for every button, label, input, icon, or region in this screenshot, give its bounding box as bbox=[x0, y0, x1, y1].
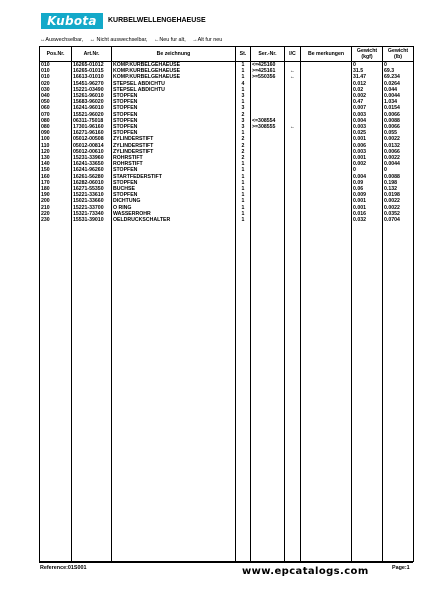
weight-lb-cell: 1.034 bbox=[383, 99, 414, 105]
weight-kgf-cell: 0.016 bbox=[352, 211, 383, 217]
legend bbox=[40, 37, 227, 43]
quantity-cell: 1 bbox=[236, 205, 251, 211]
pos-cell: 010 bbox=[40, 62, 72, 69]
weight-lb-cell: 0.055 bbox=[383, 130, 414, 136]
pos-cell: 010 bbox=[40, 74, 72, 80]
weight-kgf-cell: 0.06 bbox=[352, 186, 383, 192]
quantity-cell: 1 bbox=[236, 180, 251, 186]
ic-arrow-cell: ← bbox=[285, 74, 301, 80]
weight-kgf-cell: 0.007 bbox=[352, 105, 383, 111]
col-header-remarks: Be merkungen bbox=[301, 47, 352, 62]
weight-kgf-cell: 0.032 bbox=[352, 217, 383, 223]
description-cell: STOPFEN bbox=[112, 167, 236, 173]
pos-cell: 220 bbox=[40, 211, 72, 217]
weight-kgf-cell: 0.003 bbox=[352, 112, 383, 118]
ic-arrow-cell bbox=[285, 62, 301, 69]
weight-lb-cell: 69.3 bbox=[383, 68, 414, 74]
description-cell: STEPSEL ABDICHTU bbox=[112, 87, 236, 93]
weight-kgf-cell: 0.001 bbox=[352, 155, 383, 161]
description-cell: DICHTUNG bbox=[112, 198, 236, 204]
part-number-cell: 15451-96270 bbox=[72, 81, 112, 87]
footer-divider bbox=[39, 562, 413, 563]
description-cell: ZYLINDERSTIFT bbox=[112, 143, 236, 149]
weight-kgf-cell: 0.025 bbox=[352, 130, 383, 136]
pos-cell: 050 bbox=[40, 99, 72, 105]
quantity-cell: 2 bbox=[236, 112, 251, 118]
description-cell: STOPFEN bbox=[112, 112, 236, 118]
description-cell: STARTFEDERSTIFT bbox=[112, 174, 236, 180]
description-cell: KOMP.KURBELGEHAEUSE bbox=[112, 74, 236, 80]
quantity-cell: 2 bbox=[236, 136, 251, 142]
part-number-cell: 16241-96010 bbox=[72, 105, 112, 111]
pos-cell: 030 bbox=[40, 87, 72, 93]
table-row bbox=[40, 62, 414, 69]
description-cell: ZYLINDERSTIFT bbox=[112, 149, 236, 155]
part-number-cell: 15221-33700 bbox=[72, 205, 112, 211]
quantity-cell: 2 bbox=[236, 155, 251, 161]
weight-lb-cell: 0 bbox=[383, 167, 414, 173]
legend-old-for-new: →Alt fur neu bbox=[192, 37, 223, 43]
weight-kgf-cell: 0.002 bbox=[352, 93, 383, 99]
quantity-cell: 2 bbox=[236, 143, 251, 149]
ic-arrow-cell: ← bbox=[285, 68, 301, 74]
quantity-cell: 2 bbox=[236, 149, 251, 155]
weight-kgf-cell: 31.5 bbox=[352, 68, 383, 74]
part-number-cell: 06311-75018 bbox=[72, 118, 112, 124]
empty-cell bbox=[352, 223, 383, 562]
description-cell: WASSERROHR bbox=[112, 211, 236, 217]
weight-kgf-cell: 0.006 bbox=[352, 143, 383, 149]
quantity-cell: 1 bbox=[236, 68, 251, 74]
part-number-cell: 15021-33660 bbox=[72, 198, 112, 204]
weight-lb-cell: 0 bbox=[383, 62, 414, 69]
description-cell: ROHRSTIFT bbox=[112, 161, 236, 167]
weight-kgf-cell: 0.003 bbox=[352, 149, 383, 155]
weight-kgf-cell: 0.001 bbox=[352, 198, 383, 204]
weight-kgf-cell: 0.002 bbox=[352, 161, 383, 167]
description-cell: STOPFEN bbox=[112, 99, 236, 105]
weight-lb-cell: 0.044 bbox=[383, 87, 414, 93]
weight-lb-cell: 0.0704 bbox=[383, 217, 414, 223]
quantity-cell: 1 bbox=[236, 99, 251, 105]
empty-cell bbox=[285, 223, 301, 562]
serial-number-cell: >=425161 bbox=[251, 68, 285, 74]
quantity-cell: 1 bbox=[236, 186, 251, 192]
quantity-cell: 1 bbox=[236, 192, 251, 198]
weight-kgf-cell: 0 bbox=[352, 167, 383, 173]
parts-table-body bbox=[40, 62, 414, 562]
quantity-cell: 3 bbox=[236, 124, 251, 130]
part-number-cell: 17301-96160 bbox=[72, 124, 112, 130]
pos-cell: 040 bbox=[40, 93, 72, 99]
weight-kgf-cell: 0.001 bbox=[352, 205, 383, 211]
weight-lb-cell: 0.198 bbox=[383, 180, 414, 186]
col-header-serial: Ser.-Nr. bbox=[251, 47, 285, 62]
pos-cell: 120 bbox=[40, 149, 72, 155]
quantity-cell: 1 bbox=[236, 211, 251, 217]
quantity-cell: 3 bbox=[236, 105, 251, 111]
weight-kgf-cell: 0.009 bbox=[352, 192, 383, 198]
weight-lb-cell: 0.0066 bbox=[383, 112, 414, 118]
col-header-pos: Pos.Nr. bbox=[40, 47, 72, 62]
reference-label: Reference:01S001 bbox=[40, 565, 87, 571]
part-number-cell: 05012-00814 bbox=[72, 143, 112, 149]
part-number-cell: 16271-55350 bbox=[72, 186, 112, 192]
description-cell: STEPSEL ABDICHTU bbox=[112, 81, 236, 87]
part-number-cell: 16241-96260 bbox=[72, 167, 112, 173]
part-number-cell: 15231-33960 bbox=[72, 155, 112, 161]
quantity-cell: 1 bbox=[236, 198, 251, 204]
description-cell: OELDRUCKSCHALTER bbox=[112, 217, 236, 223]
pos-cell: 200 bbox=[40, 198, 72, 204]
part-number-cell: 15221-03490 bbox=[72, 87, 112, 93]
pos-cell: 020 bbox=[40, 81, 72, 87]
part-number-cell: 16271-96160 bbox=[72, 130, 112, 136]
parts-table bbox=[39, 46, 414, 562]
part-number-cell: 15531-39010 bbox=[72, 217, 112, 223]
pos-cell: 010 bbox=[40, 68, 72, 74]
weight-lb-cell: 0.0132 bbox=[383, 143, 414, 149]
part-number-cell: 15521-96020 bbox=[72, 112, 112, 118]
part-number-cell: 16265-01012 bbox=[72, 62, 112, 69]
weight-lb-cell: 0.0198 bbox=[383, 192, 414, 198]
weight-lb-cell: 0.0154 bbox=[383, 105, 414, 111]
quantity-cell: 1 bbox=[236, 161, 251, 167]
weight-lb-cell: 0.0066 bbox=[383, 149, 414, 155]
weight-lb-cell: 0.0022 bbox=[383, 136, 414, 142]
ic-arrow-cell: ← bbox=[285, 124, 301, 130]
empty-cell bbox=[112, 223, 236, 562]
description-cell: STOPFEN bbox=[112, 124, 236, 130]
part-number-cell: 16282-06010 bbox=[72, 180, 112, 186]
weight-kgf-cell: 31.47 bbox=[352, 74, 383, 80]
pos-cell: 150 bbox=[40, 167, 72, 173]
col-header-name: Be zeichnung bbox=[112, 47, 236, 62]
pos-cell: 140 bbox=[40, 161, 72, 167]
description-cell: STOPFEN bbox=[112, 93, 236, 99]
weight-kgf-cell: 0.003 bbox=[352, 124, 383, 130]
pos-cell: 070 bbox=[40, 112, 72, 118]
part-number-cell: 15321-73340 bbox=[72, 211, 112, 217]
description-cell: STOPFEN bbox=[112, 180, 236, 186]
pos-cell: 180 bbox=[40, 186, 72, 192]
table-filler-row bbox=[40, 223, 414, 562]
col-header-weight-lb: Gewicht (lb) bbox=[383, 47, 414, 62]
weight-lb-cell: 0.0044 bbox=[383, 93, 414, 99]
weight-lb-cell: 0.0352 bbox=[383, 211, 414, 217]
weight-kgf-cell: 0.09 bbox=[352, 180, 383, 186]
weight-kgf-cell: 0.004 bbox=[352, 118, 383, 124]
quantity-cell: 1 bbox=[236, 217, 251, 223]
empty-cell bbox=[72, 223, 112, 562]
serial-number-cell: >=550356 bbox=[251, 74, 285, 80]
quantity-cell: 4 bbox=[236, 81, 251, 87]
pos-cell: 190 bbox=[40, 192, 72, 198]
quantity-cell: 1 bbox=[236, 87, 251, 93]
pos-cell: 080 bbox=[40, 124, 72, 130]
page-number: Page:1 bbox=[392, 565, 410, 571]
legend-interchangeable: ↔Auswechselbar, bbox=[40, 37, 84, 43]
quantity-cell: 1 bbox=[236, 167, 251, 173]
page-title: KURBELWELLENGEHAEUSE bbox=[108, 17, 206, 24]
part-number-cell: 16613-01010 bbox=[72, 74, 112, 80]
pos-cell: 170 bbox=[40, 180, 72, 186]
description-cell: STOPFEN bbox=[112, 105, 236, 111]
legend-new-for-old: ←Neu fur alt, bbox=[153, 37, 186, 43]
description-cell: STOPFEN bbox=[112, 118, 236, 124]
pos-cell: 090 bbox=[40, 130, 72, 136]
remarks-cell bbox=[301, 62, 352, 69]
weight-lb-cell: 69.234 bbox=[383, 74, 414, 80]
col-header-art: Art.Nr. bbox=[72, 47, 112, 62]
part-number-cell: 05012-00610 bbox=[72, 149, 112, 155]
pos-cell: 210 bbox=[40, 205, 72, 211]
weight-lb-cell: 0.0022 bbox=[383, 198, 414, 204]
part-number-cell: 16265-01015 bbox=[72, 68, 112, 74]
part-number-cell: 15261-96010 bbox=[72, 93, 112, 99]
pos-cell: 130 bbox=[40, 155, 72, 161]
description-cell: ZYLINDERSTIFT bbox=[112, 136, 236, 142]
col-header-qty: St. bbox=[236, 47, 251, 62]
pos-cell: 230 bbox=[40, 217, 72, 223]
description-cell: KOMP.KURBELGEHAEUSE bbox=[112, 68, 236, 74]
description-cell: STOPFEN bbox=[112, 192, 236, 198]
empty-cell bbox=[301, 223, 352, 562]
serial-number-cell: >=308555 bbox=[251, 124, 285, 130]
description-cell: O RING bbox=[112, 205, 236, 211]
description-cell: BUCHSE bbox=[112, 186, 236, 192]
empty-cell bbox=[251, 223, 285, 562]
part-number-cell: 16261-56280 bbox=[72, 174, 112, 180]
weight-kgf-cell: 0.47 bbox=[352, 99, 383, 105]
quantity-cell: 1 bbox=[236, 74, 251, 80]
empty-cell bbox=[40, 223, 72, 562]
part-number-cell: 15221-33610 bbox=[72, 192, 112, 198]
col-header-weight-kgf: Gewicht (kgf) bbox=[352, 47, 383, 62]
weight-kgf-cell: 0 bbox=[352, 62, 383, 69]
weight-kgf-cell: 0.02 bbox=[352, 87, 383, 93]
weight-lb-cell: 0.132 bbox=[383, 186, 414, 192]
weight-lb-cell: 0.0022 bbox=[383, 205, 414, 211]
weight-kgf-cell: 0.012 bbox=[352, 81, 383, 87]
weight-kgf-cell: 0.004 bbox=[352, 174, 383, 180]
pos-cell: 060 bbox=[40, 105, 72, 111]
pos-cell: 110 bbox=[40, 143, 72, 149]
quantity-cell: 1 bbox=[236, 174, 251, 180]
part-number-cell: 15683-96020 bbox=[72, 99, 112, 105]
quantity-cell: 3 bbox=[236, 118, 251, 124]
weight-lb-cell: 0.0044 bbox=[383, 161, 414, 167]
weight-lb-cell: 0.0264 bbox=[383, 81, 414, 87]
pos-cell: 100 bbox=[40, 136, 72, 142]
weight-lb-cell: 0.0022 bbox=[383, 155, 414, 161]
weight-lb-cell: 0.0088 bbox=[383, 174, 414, 180]
pos-cell: 080 bbox=[40, 118, 72, 124]
description-cell: STOPFEN bbox=[112, 130, 236, 136]
empty-cell bbox=[383, 223, 414, 562]
quantity-cell: 1 bbox=[236, 130, 251, 136]
weight-lb-cell: 0.0066 bbox=[383, 124, 414, 130]
website-watermark: www.epcatalogs.com bbox=[242, 566, 369, 577]
weight-kgf-cell: 0.001 bbox=[352, 136, 383, 142]
legend-not-interchangeable: ↔ Nicht auswechselbar, bbox=[89, 37, 148, 43]
kubota-logo: Kubota bbox=[41, 13, 103, 29]
part-number-cell: 05012-00508 bbox=[72, 136, 112, 142]
col-header-ic: I/C bbox=[285, 47, 301, 62]
part-number-cell: 16241-33650 bbox=[72, 161, 112, 167]
serial-number-cell: <=308554 bbox=[251, 118, 285, 124]
description-cell: ROHRSTIFT bbox=[112, 155, 236, 161]
serial-number-cell: <=425160 bbox=[251, 62, 285, 69]
description-cell: KOMP.KURBELGEHAEUSE bbox=[112, 62, 236, 69]
quantity-cell: 1 bbox=[236, 62, 251, 69]
pos-cell: 160 bbox=[40, 174, 72, 180]
table-header-row bbox=[40, 47, 414, 62]
empty-cell bbox=[236, 223, 251, 562]
weight-lb-cell: 0.0088 bbox=[383, 118, 414, 124]
quantity-cell: 3 bbox=[236, 93, 251, 99]
